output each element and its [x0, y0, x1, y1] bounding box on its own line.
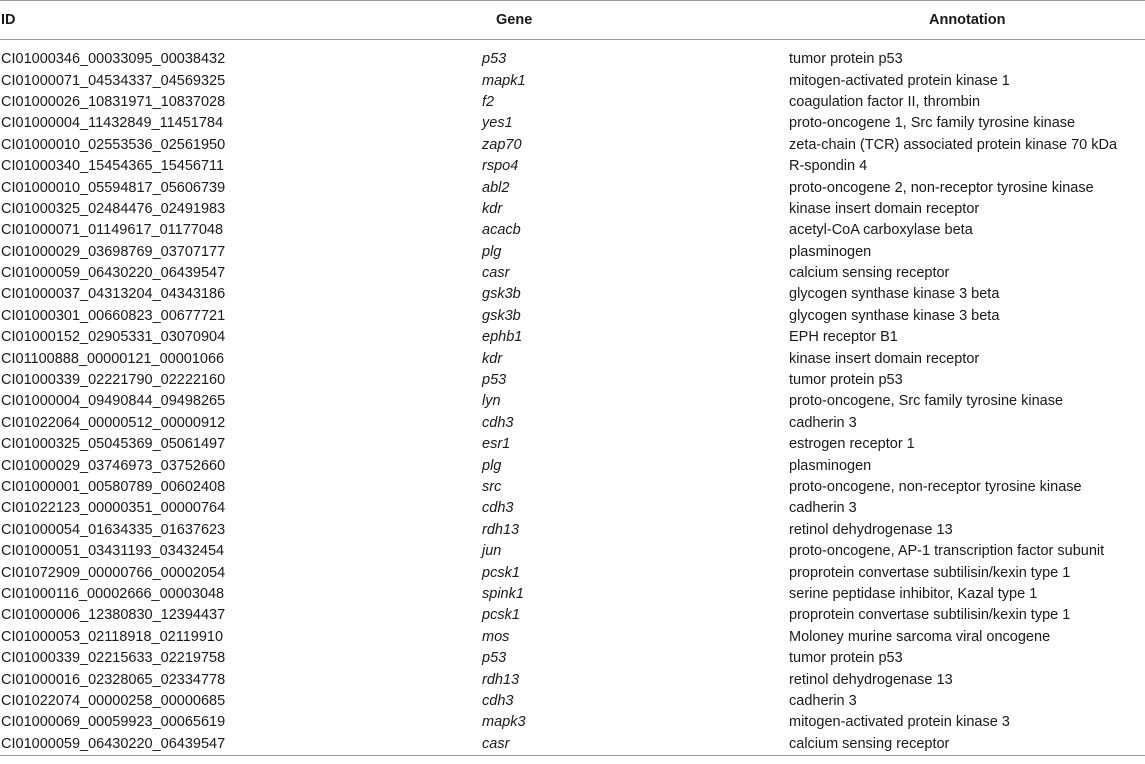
cell-gene: cdh3: [482, 500, 514, 517]
cell-gene: casr: [482, 734, 785, 756]
cell-gene: mapk1: [482, 72, 526, 89]
cell-annotation: proto-oncogene 2, non-receptor tyrosine kinase: [789, 179, 1094, 196]
cell-annotation: proto-oncogene, AP-1 transcription factor subunit: [789, 543, 1105, 560]
cell-gene: p53: [482, 650, 507, 667]
table-row: [0, 391, 1145, 412]
table-row: [0, 370, 1145, 391]
table-row: [0, 199, 1145, 220]
cell-id: CI01022074_00000258_00000685: [1, 692, 226, 709]
cell-annotation: EPH receptor B1: [789, 329, 898, 346]
cell-annotation: retinol dehydrogenase 13: [789, 671, 953, 688]
cell-annotation: cadherin 3: [789, 414, 857, 431]
table-row: [0, 92, 1145, 113]
table-row: [0, 242, 1145, 263]
cell-gene: abl2: [482, 179, 510, 196]
cell-annotation: proto-oncogene 1, Src family tyrosine kinase: [789, 115, 1076, 132]
cell-gene: pcsk1: [482, 607, 520, 624]
cell-gene: rspo4: [482, 158, 519, 175]
cell-annotation: coagulation factor II, thrombin: [789, 93, 981, 110]
table-row: [0, 520, 1145, 541]
cell-gene: mapk3: [482, 714, 526, 731]
cell-id: CI01000301_00660823_00677721: [1, 307, 226, 324]
cell-id: CI01000054_01634335_01637623: [1, 521, 226, 538]
cell-gene: casr: [482, 265, 510, 282]
cell-id: CI01000053_02118918_02119910: [1, 628, 224, 645]
cell-gene: f2: [482, 93, 495, 110]
cell-gene: acacb: [482, 222, 521, 239]
cell-gene: lyn: [482, 393, 501, 410]
table-row: [0, 498, 1145, 519]
spacer-cell: [785, 40, 1145, 50]
cell-id: CI01000026_10831971_10837028: [1, 93, 226, 110]
cell-gene: pcsk1: [482, 564, 520, 581]
table-row: [0, 413, 1145, 434]
cell-id: CI01000346_00033095_00038432: [1, 51, 226, 68]
table-row: [0, 49, 1145, 70]
cell-id: CI01000069_00059923_00065619: [1, 714, 226, 731]
cell-gene: spink1: [482, 585, 524, 602]
table-row: [0, 284, 1145, 305]
cell-annotation: proto-oncogene, Src family tyrosine kinase: [789, 393, 1064, 410]
cell-annotation: tumor protein p53: [789, 51, 903, 68]
cell-gene: kdr: [482, 350, 503, 367]
cell-id: CI01000051_03431193_03432454: [1, 543, 225, 560]
cell-annotation: Moloney murine sarcoma viral oncogene: [789, 628, 1051, 645]
cell-annotation: acetyl-CoA carboxylase beta: [789, 222, 973, 239]
table-row: [0, 627, 1145, 648]
table-row: [0, 327, 1145, 348]
cell-id: CI01000116_00002666_00003048: [1, 585, 225, 602]
table-row: [0, 648, 1145, 669]
table-row: [0, 734, 1145, 756]
table-row: [0, 669, 1145, 690]
cell-annotation: proprotein convertase subtilisin/kexin type 1: [789, 607, 1071, 624]
cell-gene: jun: [482, 543, 502, 560]
cell-gene: gsk3b: [482, 286, 521, 303]
cell-gene: cdh3: [482, 414, 514, 431]
header-row: [0, 1, 1145, 40]
table-row: [0, 691, 1145, 712]
cell-gene: mos: [482, 628, 510, 645]
cell-gene: zap70: [482, 136, 522, 153]
cell-annotation: tumor protein p53: [789, 372, 903, 389]
cell-gene: esr1: [482, 436, 511, 453]
table-row: [0, 712, 1145, 733]
spacer-cell: [482, 40, 785, 50]
cell-annotation: mitogen-activated protein kinase 3: [789, 714, 1010, 731]
cell-id: CI01000016_02328065_02334778: [1, 671, 226, 688]
table-row: [0, 434, 1145, 455]
cell-gene: plg: [482, 243, 502, 260]
table-row: [0, 306, 1145, 327]
cell-annotation: kinase insert domain receptor: [789, 200, 980, 217]
header-spacer: [0, 40, 1145, 50]
cell-id: CI01000001_00580789_00602408: [1, 479, 226, 495]
table-row: [0, 541, 1145, 562]
cell-annotation: cadherin 3: [789, 692, 857, 709]
cell-gene: ephb1: [482, 329, 523, 346]
cell-annotation: cadherin 3: [789, 500, 857, 517]
cell-id: CI01100888_00000121_00001066: [1, 350, 225, 367]
cell-annotation: plasminogen: [789, 243, 872, 260]
table-row: [0, 113, 1145, 134]
table-body: [0, 40, 1145, 756]
column-header-id: ID: [0, 1, 482, 40]
cell-id: CI01000059_06430220_06439547: [0, 734, 482, 756]
cell-annotation: retinol dehydrogenase 13: [789, 521, 953, 538]
cell-gene: p53: [482, 51, 507, 68]
cell-id: CI01022064_00000512_00000912: [1, 414, 226, 431]
table-row: [0, 220, 1145, 241]
cell-id: CI01000010_05594817_05606739: [1, 179, 226, 196]
cell-gene: cdh3: [482, 692, 514, 709]
cell-annotation: kinase insert domain receptor: [789, 350, 980, 367]
cell-annotation: estrogen receptor 1: [789, 436, 915, 453]
cell-annotation: calcium sensing receptor: [789, 265, 950, 282]
cell-gene: src: [482, 479, 502, 495]
table-row: [0, 477, 1145, 498]
table-row: [0, 562, 1145, 583]
cell-annotation: proprotein convertase subtilisin/kexin type 1: [789, 564, 1071, 581]
cell-annotation: plasminogen: [789, 457, 872, 474]
cell-id: CI01000029_03698769_03707177: [1, 243, 226, 260]
cell-annotation: zeta-chain (TCR) associated protein kinase 70 kDa: [789, 136, 1118, 153]
cell-gene: yes1: [482, 115, 513, 132]
table-row: [0, 584, 1145, 605]
cell-id: CI01000071_04534337_04569325: [1, 72, 226, 89]
table-row: [0, 177, 1145, 198]
cell-id: CI01000152_02905331_03070904: [1, 329, 226, 346]
cell-gene: p53: [482, 372, 507, 389]
cell-id: CI01000339_02215633_02219758: [1, 650, 226, 667]
cell-gene: gsk3b: [482, 307, 521, 324]
cell-id: CI01000037_04313204_04343186: [1, 286, 226, 303]
table-row: [0, 348, 1145, 369]
table-row: [0, 605, 1145, 626]
column-header-annotation: Annotation: [785, 1, 1145, 40]
column-header-gene: Gene: [482, 1, 785, 40]
table-row: [0, 455, 1145, 476]
cell-id: CI01000325_02484476_02491983: [1, 200, 226, 217]
cell-annotation: tumor protein p53: [789, 650, 903, 667]
table-row: [0, 156, 1145, 177]
cell-annotation: R-spondin 4: [789, 158, 868, 175]
cell-annotation: proto-oncogene, non-receptor tyrosine kinase: [789, 479, 1082, 495]
cell-id: CI01022123_00000351_00000764: [1, 500, 226, 517]
cell-annotation: calcium sensing receptor: [785, 734, 1145, 756]
cell-annotation: glycogen synthase kinase 3 beta: [789, 286, 1000, 303]
cell-id: CI01000029_03746973_03752660: [1, 457, 226, 474]
cell-gene: plg: [482, 457, 502, 474]
cell-id: CI01000004_09490844_09498265: [1, 393, 226, 410]
cell-id: CI01000325_05045369_05061497: [1, 436, 226, 453]
table-row: [0, 70, 1145, 91]
cell-id: CI01000004_11432849_11451784: [1, 115, 224, 132]
spacer-cell: [0, 40, 482, 50]
cell-gene: kdr: [482, 200, 503, 217]
cell-gene: rdh13: [482, 671, 520, 688]
cell-id: CI01072909_00000766_00002054: [1, 564, 226, 581]
table-header: [0, 1, 1145, 40]
cell-id: CI01000340_15454365_15456711: [1, 158, 225, 175]
cell-annotation: mitogen-activated protein kinase 1: [789, 72, 1010, 89]
cell-id: CI01000059_06430220_06439547: [1, 265, 226, 282]
cell-id: CI01000010_02553536_02561950: [1, 136, 226, 153]
cell-gene: rdh13: [482, 521, 520, 538]
table-row: [0, 263, 1145, 284]
cell-annotation: glycogen synthase kinase 3 beta: [789, 307, 1000, 324]
cell-id: CI01000071_01149617_01177048: [1, 222, 224, 239]
cell-id: CI01000339_02221790_02222160: [1, 372, 226, 389]
cell-id: CI01000006_12380830_12394437: [1, 607, 226, 624]
table-row: [0, 135, 1145, 156]
cell-annotation: serine peptidase inhibitor, Kazal type 1: [789, 585, 1038, 602]
